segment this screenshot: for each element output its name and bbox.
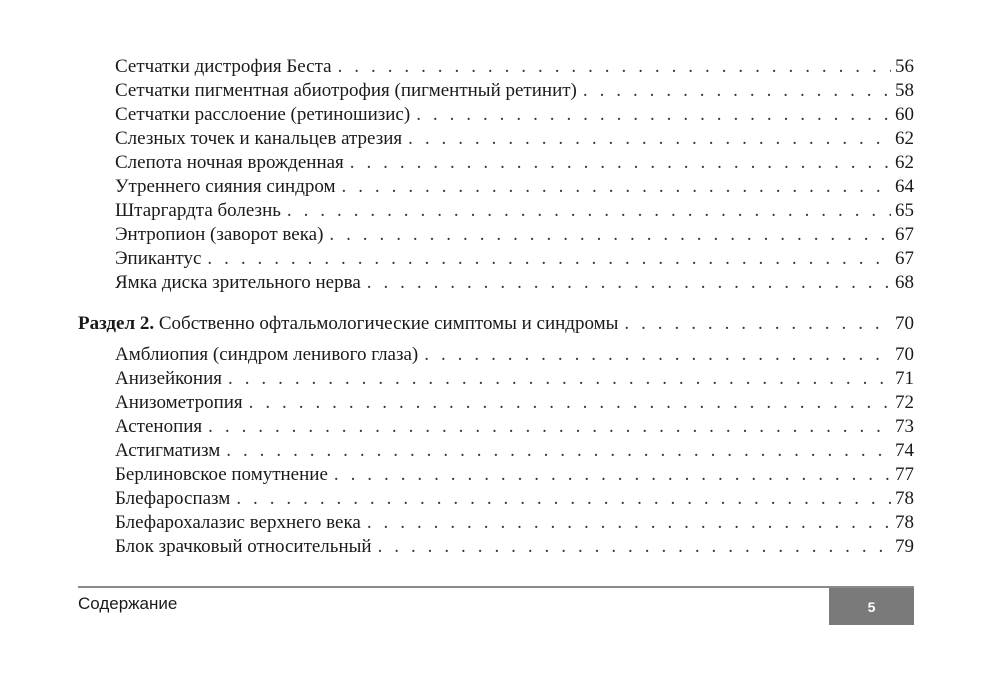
toc-entry-label: Ямка диска зрительного нерва (115, 272, 361, 293)
toc-entry-page: 78 (895, 488, 914, 509)
section-title: Собственно офтальмологические симптомы и синдромы (158, 313, 619, 334)
toc-section-heading (78, 312, 914, 336)
toc-entry (115, 439, 914, 463)
page-number: 5 (867, 598, 876, 615)
toc-entry (115, 199, 914, 223)
toc-entry-label: Слепота ночная врожденная (115, 152, 344, 173)
dot-leader (350, 151, 891, 175)
toc-entry (115, 271, 914, 295)
toc-entry-page: 68 (895, 272, 914, 293)
toc-entry-label: Утреннего сияния синдром (115, 176, 336, 197)
toc-entry-label: Сетчатки дистрофия Беста (115, 56, 332, 77)
toc-entry-page: 70 (895, 313, 914, 334)
toc-entry (115, 127, 914, 151)
toc-entry-label: Сетчатки пигментная абиотрофия (пигментный ретинит) (115, 80, 577, 101)
footer-divider (78, 586, 914, 588)
toc-entry-page: 65 (895, 200, 914, 221)
toc-entry (115, 415, 914, 439)
dot-leader (583, 79, 891, 103)
toc-entry-page: 70 (895, 344, 914, 365)
toc-entry-label: Блок зрачковый относительный (115, 536, 372, 557)
dot-leader (378, 535, 891, 559)
toc-entry (115, 79, 914, 103)
toc-entry-page: 71 (895, 368, 914, 389)
toc-entry-label: Слезных точек и канальцев атрезия (115, 128, 403, 149)
toc-entry-label: Блефароспазм (115, 488, 231, 509)
toc-entry (115, 463, 914, 487)
dot-leader (408, 127, 891, 151)
toc-entry-page: 73 (895, 416, 914, 437)
dot-leader (287, 199, 891, 223)
dot-leader (624, 312, 891, 336)
page-number-badge (829, 588, 914, 625)
toc-entry-label: Анизометропия (115, 392, 243, 413)
dot-leader (226, 439, 891, 463)
toc-entry (115, 175, 914, 199)
dot-leader (329, 223, 891, 247)
toc-entry-page: 72 (895, 392, 914, 413)
toc-entry-label: Берлиновское помутнение (115, 464, 328, 485)
toc-entry-page: 78 (895, 512, 914, 533)
toc-entry-page: 77 (895, 464, 914, 485)
dot-leader (416, 103, 891, 127)
toc-entry-label: Блефарохалазис верхнего века (115, 512, 361, 533)
toc-entry (115, 55, 914, 79)
toc-entry (115, 103, 914, 127)
toc-entry (115, 487, 914, 511)
toc-entry-page: 58 (895, 80, 914, 101)
dot-leader (424, 343, 891, 367)
toc-entry-label: Сетчатки расслоение (ретиношизис) (115, 104, 411, 125)
toc-entry (115, 151, 914, 175)
dot-leader (342, 175, 891, 199)
footer-title: Содержание (78, 594, 178, 613)
toc-entry-page: 67 (895, 248, 914, 269)
dot-leader (367, 271, 891, 295)
toc-entry-label: Энтропион (заворот века) (115, 224, 324, 245)
toc-entry-page: 62 (895, 152, 914, 173)
toc-entry-page: 56 (895, 56, 914, 77)
dot-leader (249, 391, 891, 415)
dot-leader (207, 247, 891, 271)
toc-entry (115, 391, 914, 415)
dot-leader (208, 415, 891, 439)
toc-entry-page: 67 (895, 224, 914, 245)
dot-leader (334, 463, 891, 487)
toc-entry-page: 74 (895, 440, 914, 461)
toc-entry (115, 223, 914, 247)
toc-entry-label: Анизейкония (115, 368, 223, 389)
toc-entry-label: Астигматизм (115, 440, 221, 461)
toc-entry-page: 62 (895, 128, 914, 149)
toc-entry-page: 64 (895, 176, 914, 197)
dot-leader (228, 367, 891, 391)
section-prefix: Раздел 2. (78, 313, 155, 334)
toc-entry (115, 535, 914, 559)
dot-leader (338, 55, 891, 79)
toc-entry (115, 343, 914, 367)
dot-leader (236, 487, 891, 511)
toc-entry-label: Амблиопия (синдром ленивого глаза) (115, 344, 419, 365)
section-heading-label (78, 312, 618, 336)
toc-entry-label: Эпикантус (115, 248, 202, 269)
toc-entry-label: Астенопия (115, 416, 203, 437)
toc-entry-page: 60 (895, 104, 914, 125)
dot-leader (367, 511, 891, 535)
toc-entry-label: Штаргардта болезнь (115, 200, 281, 221)
toc-entry (115, 367, 914, 391)
toc-entry (115, 511, 914, 535)
toc-entry-page: 79 (895, 536, 914, 557)
toc-entry (115, 247, 914, 271)
